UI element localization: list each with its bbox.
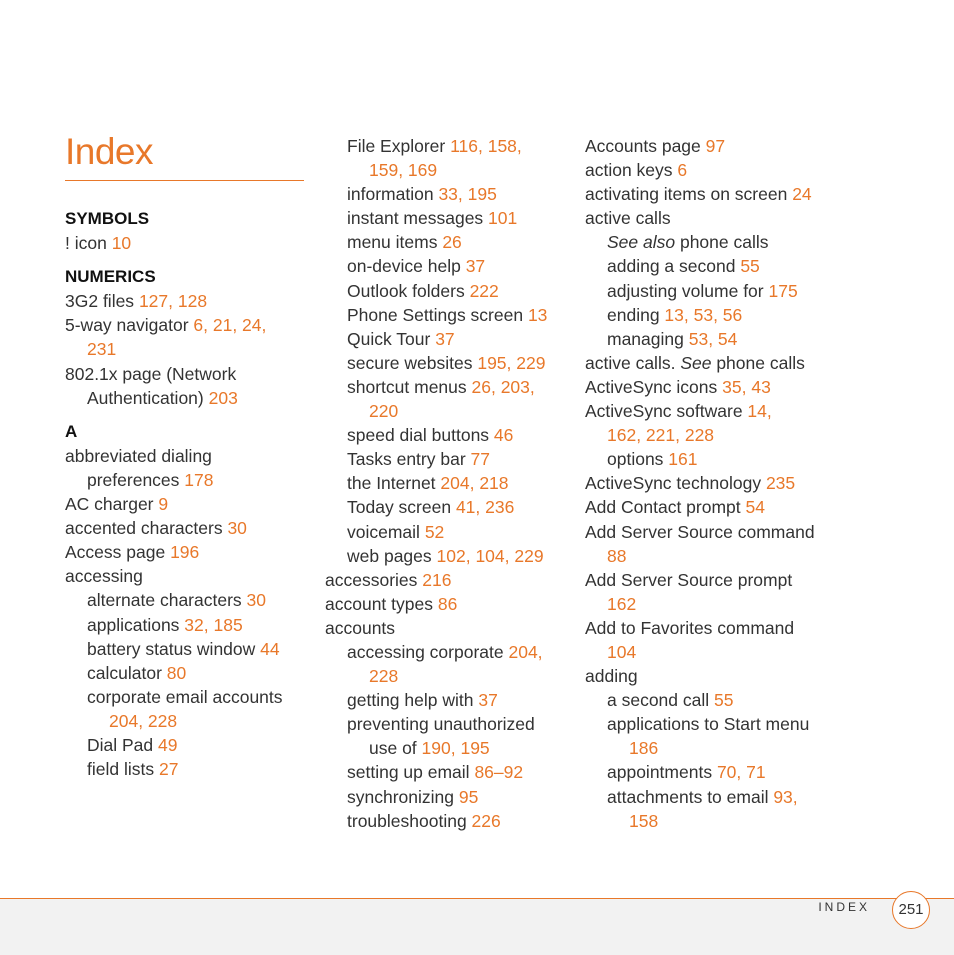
entry-term: Access page bbox=[65, 542, 171, 563]
entry-term: synchronizing bbox=[347, 786, 459, 807]
page-reference[interactable]: 44 bbox=[260, 638, 280, 659]
page-reference[interactable]: 104 bbox=[607, 641, 637, 662]
index-entry bbox=[585, 254, 835, 278]
entry-term: options bbox=[607, 449, 669, 470]
index-entry bbox=[585, 544, 835, 568]
page-reference[interactable]: 93, bbox=[773, 786, 798, 807]
entry-term: preventing unauthorized bbox=[347, 714, 535, 735]
entry-term: active calls. bbox=[585, 352, 681, 373]
entry-term: Tasks entry bar bbox=[347, 449, 471, 470]
page-reference[interactable]: 35, 43 bbox=[722, 376, 771, 397]
page-reference[interactable]: 97 bbox=[705, 136, 726, 156]
entry-term: use of bbox=[369, 738, 422, 759]
page-reference[interactable]: 37 bbox=[478, 690, 498, 711]
index-entry bbox=[325, 230, 570, 254]
page-reference[interactable]: 6 bbox=[677, 160, 688, 181]
section-gap bbox=[65, 255, 305, 265]
entry-term: ActiveSync technology bbox=[585, 473, 766, 494]
page-reference[interactable]: 6, 21, 24, bbox=[193, 315, 267, 336]
index-entry bbox=[325, 375, 570, 399]
index-entry bbox=[325, 254, 570, 278]
index-entry bbox=[325, 495, 570, 519]
entry-term: menu items bbox=[347, 232, 443, 253]
page-reference[interactable]: 49 bbox=[158, 734, 178, 755]
index-entry bbox=[585, 688, 835, 712]
index-entry bbox=[65, 757, 305, 781]
index-entry bbox=[585, 182, 835, 206]
page-reference[interactable]: 24 bbox=[792, 184, 812, 205]
index-entry bbox=[585, 158, 835, 182]
entry-term: adding bbox=[585, 666, 638, 687]
index-entry bbox=[585, 592, 835, 616]
entry-term: a second call bbox=[607, 690, 715, 711]
page-reference[interactable]: 228 bbox=[369, 666, 399, 687]
entry-term: Accounts page bbox=[585, 136, 706, 156]
index-entry bbox=[325, 303, 570, 327]
entry-term: ending bbox=[607, 304, 665, 325]
index-entry bbox=[585, 664, 835, 688]
page-reference[interactable]: 30 bbox=[246, 590, 266, 611]
index-entry bbox=[585, 471, 835, 495]
entry-term: Authentication) bbox=[87, 387, 209, 408]
index-entry bbox=[65, 337, 305, 361]
page-reference[interactable]: 162 bbox=[607, 593, 637, 614]
index-entry bbox=[65, 468, 305, 492]
page-reference[interactable]: 95 bbox=[458, 786, 479, 807]
index-entry bbox=[585, 206, 835, 230]
index-entry bbox=[325, 664, 570, 688]
index-entry bbox=[585, 809, 835, 833]
entry-term: Add Contact prompt bbox=[585, 497, 746, 518]
index-entry bbox=[585, 447, 835, 471]
index-entry bbox=[585, 736, 835, 760]
page-reference[interactable]: 159, 169 bbox=[369, 160, 438, 181]
entry-term: getting help with bbox=[347, 690, 479, 711]
index-entry bbox=[585, 423, 835, 447]
index-entry bbox=[65, 313, 305, 337]
page-reference[interactable]: 41, 236 bbox=[455, 497, 515, 518]
see-reference: See bbox=[680, 352, 712, 373]
reference-target: phone calls bbox=[711, 352, 805, 373]
index-cross-reference bbox=[585, 230, 835, 254]
index-entry bbox=[585, 712, 835, 736]
index-entry bbox=[585, 640, 835, 664]
index-entry bbox=[325, 158, 570, 182]
page-reference[interactable]: 220 bbox=[369, 401, 399, 422]
page-reference[interactable]: 33, 195 bbox=[438, 184, 497, 205]
index-entry bbox=[585, 495, 835, 519]
index-entry bbox=[65, 588, 305, 612]
index-entry bbox=[325, 736, 570, 760]
entry-term: File Explorer bbox=[347, 136, 451, 156]
index-entry bbox=[325, 351, 570, 375]
page-reference[interactable]: 46 bbox=[493, 425, 514, 446]
index-entry bbox=[325, 568, 570, 592]
index-entry bbox=[325, 447, 570, 471]
entry-term: appointments bbox=[607, 762, 717, 783]
index-column-2 bbox=[325, 134, 570, 833]
page-reference[interactable]: 30 bbox=[227, 518, 247, 539]
index-entry bbox=[65, 386, 305, 410]
entry-term: preferences bbox=[87, 469, 185, 490]
entry-term: Today screen bbox=[347, 497, 456, 518]
entry-term: ActiveSync icons bbox=[585, 376, 723, 397]
entry-term: voicemail bbox=[347, 521, 425, 542]
entry-term: speed dial buttons bbox=[347, 425, 494, 446]
entry-term: accessing corporate bbox=[347, 641, 509, 662]
page-reference[interactable]: 86–92 bbox=[474, 762, 524, 783]
index-entry bbox=[325, 399, 570, 423]
entry-term: ! icon bbox=[65, 233, 112, 254]
entry-term: managing bbox=[607, 328, 689, 349]
page-reference[interactable]: 13, 53, 56 bbox=[664, 304, 743, 325]
page-reference[interactable]: 226 bbox=[471, 810, 501, 831]
entry-term: account types bbox=[325, 593, 438, 614]
entry-term: activating items on screen bbox=[585, 184, 793, 205]
page-reference[interactable]: 26, 203, bbox=[471, 376, 535, 397]
page-reference[interactable]: 55 bbox=[714, 690, 734, 711]
page-reference[interactable]: 231 bbox=[87, 339, 117, 360]
entry-term: instant messages bbox=[347, 208, 489, 229]
page-reference[interactable]: 196 bbox=[170, 542, 200, 563]
page-reference[interactable]: 53, 54 bbox=[688, 328, 738, 349]
entry-term: the Internet bbox=[347, 473, 441, 494]
entry-term: Outlook folders bbox=[347, 280, 470, 301]
index-entry bbox=[585, 760, 835, 784]
page-reference[interactable]: 195, 229 bbox=[477, 352, 546, 373]
entry-term: attachments to email bbox=[607, 786, 774, 807]
index-entry bbox=[65, 492, 305, 516]
entry-term: troubleshooting bbox=[347, 810, 472, 831]
see-reference: See also bbox=[607, 232, 676, 253]
entry-term: calculator bbox=[87, 662, 167, 683]
page-reference[interactable]: 32, 185 bbox=[184, 614, 243, 635]
entry-term: accounts bbox=[325, 617, 396, 638]
index-entry bbox=[65, 709, 305, 733]
footer-section-label: INDEX bbox=[818, 900, 870, 914]
index-entry bbox=[65, 637, 305, 661]
index-entry bbox=[325, 760, 570, 784]
entry-term: information bbox=[347, 184, 439, 205]
index-entry bbox=[585, 616, 835, 640]
index-entry bbox=[65, 685, 305, 709]
entry-term: accessories bbox=[325, 569, 423, 590]
entry-term: applications to Start menu bbox=[607, 714, 810, 735]
page-reference[interactable]: 162, 221, 228 bbox=[607, 425, 715, 446]
index-entry bbox=[325, 471, 570, 495]
section-heading: SYMBOLS bbox=[65, 209, 150, 228]
index-entry bbox=[65, 362, 305, 386]
entry-term: 802.1x page (Network bbox=[65, 363, 237, 384]
index-column-1 bbox=[65, 207, 305, 781]
entry-term: applications bbox=[87, 614, 185, 635]
index-entry bbox=[65, 289, 305, 313]
section-heading: NUMERICS bbox=[65, 267, 156, 287]
index-entry bbox=[325, 785, 570, 809]
index-entry bbox=[585, 134, 835, 158]
entry-term: battery status window bbox=[87, 638, 261, 659]
page-reference[interactable]: 222 bbox=[469, 280, 499, 301]
entry-term: AC charger bbox=[65, 494, 159, 515]
entry-term: adding a second bbox=[607, 256, 741, 277]
index-entry bbox=[585, 520, 835, 544]
index-entry bbox=[65, 516, 305, 540]
page-reference[interactable]: 158 bbox=[629, 810, 659, 831]
title-underline bbox=[65, 180, 304, 181]
index-entry bbox=[325, 520, 570, 544]
index-entry bbox=[325, 206, 570, 230]
index-column-3 bbox=[585, 134, 835, 833]
entry-term: Phone Settings screen bbox=[347, 304, 528, 325]
entry-term: 3G2 files bbox=[65, 291, 139, 312]
page-reference[interactable]: 80 bbox=[166, 662, 187, 683]
entry-term: corporate email accounts bbox=[87, 686, 283, 707]
page-reference[interactable]: 14, bbox=[747, 401, 772, 422]
index-entry bbox=[325, 327, 570, 351]
entry-term: Dial Pad bbox=[87, 734, 159, 755]
index-entry bbox=[585, 375, 835, 399]
entry-term: accented characters bbox=[65, 518, 228, 539]
index-entry bbox=[325, 279, 570, 303]
entry-term: field lists bbox=[87, 759, 159, 780]
entry-term: Add Server Source prompt bbox=[585, 569, 793, 590]
page-reference[interactable]: 116, 158, bbox=[450, 136, 522, 156]
index-entry bbox=[325, 592, 570, 616]
entry-term: Add to Favorites command bbox=[585, 617, 795, 638]
entry-term: active calls bbox=[585, 208, 671, 229]
page-reference[interactable]: 27 bbox=[158, 759, 179, 780]
index-entry bbox=[65, 733, 305, 757]
index-entry bbox=[585, 568, 835, 592]
index-entry bbox=[585, 399, 835, 423]
index-entry bbox=[585, 327, 835, 351]
page-reference[interactable]: 175 bbox=[768, 280, 798, 301]
entry-term: accessing bbox=[65, 566, 143, 587]
index-entry bbox=[325, 182, 570, 206]
index-entry bbox=[585, 785, 835, 809]
page-reference[interactable]: 101 bbox=[488, 208, 518, 229]
index-entry bbox=[325, 616, 570, 640]
page-reference[interactable]: 216 bbox=[422, 569, 452, 590]
entry-term: setting up email bbox=[347, 762, 475, 783]
index-entry bbox=[325, 640, 570, 664]
page-reference[interactable]: 127, 128 bbox=[138, 291, 208, 312]
page-reference[interactable]: 204, 228 bbox=[109, 710, 178, 731]
page-reference[interactable]: 203 bbox=[208, 387, 238, 408]
page-reference[interactable]: 204, bbox=[508, 641, 543, 662]
entry-term: 5-way navigator bbox=[65, 315, 194, 336]
page-reference[interactable]: 9 bbox=[158, 494, 169, 515]
index-entry bbox=[325, 544, 570, 568]
page-reference[interactable]: 190, 195 bbox=[421, 738, 490, 759]
section-heading: A bbox=[65, 421, 78, 441]
page-reference[interactable]: 55 bbox=[740, 256, 760, 277]
entry-term: abbreviated dialing bbox=[65, 445, 212, 466]
entry-term: Add Server Source command bbox=[585, 521, 815, 542]
section-gap bbox=[65, 410, 305, 420]
entry-term: on-device help bbox=[347, 256, 466, 277]
index-entry bbox=[325, 688, 570, 712]
index-entry bbox=[65, 613, 305, 637]
index-entry bbox=[65, 444, 305, 468]
index-entry bbox=[325, 712, 570, 736]
entry-term: action keys bbox=[585, 160, 678, 181]
page-reference[interactable]: 37 bbox=[465, 256, 486, 277]
page-reference[interactable]: 54 bbox=[745, 497, 765, 518]
entry-term: web pages bbox=[347, 545, 437, 566]
index-entry bbox=[65, 661, 305, 685]
page-reference[interactable]: 10 bbox=[111, 233, 132, 254]
footer-bar bbox=[0, 898, 954, 955]
page-reference[interactable]: 77 bbox=[470, 449, 490, 470]
index-entry bbox=[585, 279, 835, 303]
entry-term: Quick Tour bbox=[347, 328, 436, 349]
page-title: Index bbox=[65, 131, 154, 172]
index-entry bbox=[325, 134, 570, 158]
page-reference[interactable]: 26 bbox=[442, 232, 462, 253]
page-number: 251 bbox=[892, 891, 930, 929]
page-reference[interactable]: 13 bbox=[527, 304, 548, 325]
index-entry bbox=[65, 231, 305, 255]
page-reference[interactable]: 52 bbox=[424, 521, 445, 542]
index-entry bbox=[65, 540, 305, 564]
page-reference[interactable]: 161 bbox=[668, 449, 698, 470]
page-reference[interactable]: 178 bbox=[184, 469, 214, 490]
entry-term: ActiveSync software bbox=[585, 401, 748, 422]
index-entry bbox=[325, 809, 570, 833]
index-cross-reference bbox=[585, 351, 835, 375]
page-reference[interactable]: 102, 104, 229 bbox=[436, 545, 544, 566]
page-reference[interactable]: 86 bbox=[437, 593, 458, 614]
page-reference[interactable]: 235 bbox=[765, 473, 796, 494]
entry-term: adjusting volume for bbox=[607, 280, 769, 301]
reference-target: phone calls bbox=[675, 232, 769, 253]
index-entry bbox=[65, 564, 305, 588]
page-reference[interactable]: 204, 218 bbox=[440, 473, 509, 494]
page-reference[interactable]: 186 bbox=[629, 738, 659, 759]
page-reference[interactable]: 70, 71 bbox=[716, 762, 766, 783]
entry-term: alternate characters bbox=[87, 590, 247, 611]
entry-term: shortcut menus bbox=[347, 376, 472, 397]
index-entry bbox=[585, 303, 835, 327]
entry-term: secure websites bbox=[347, 352, 478, 373]
page-reference[interactable]: 88 bbox=[607, 545, 627, 566]
index-entry bbox=[325, 423, 570, 447]
page-reference[interactable]: 37 bbox=[435, 328, 455, 349]
